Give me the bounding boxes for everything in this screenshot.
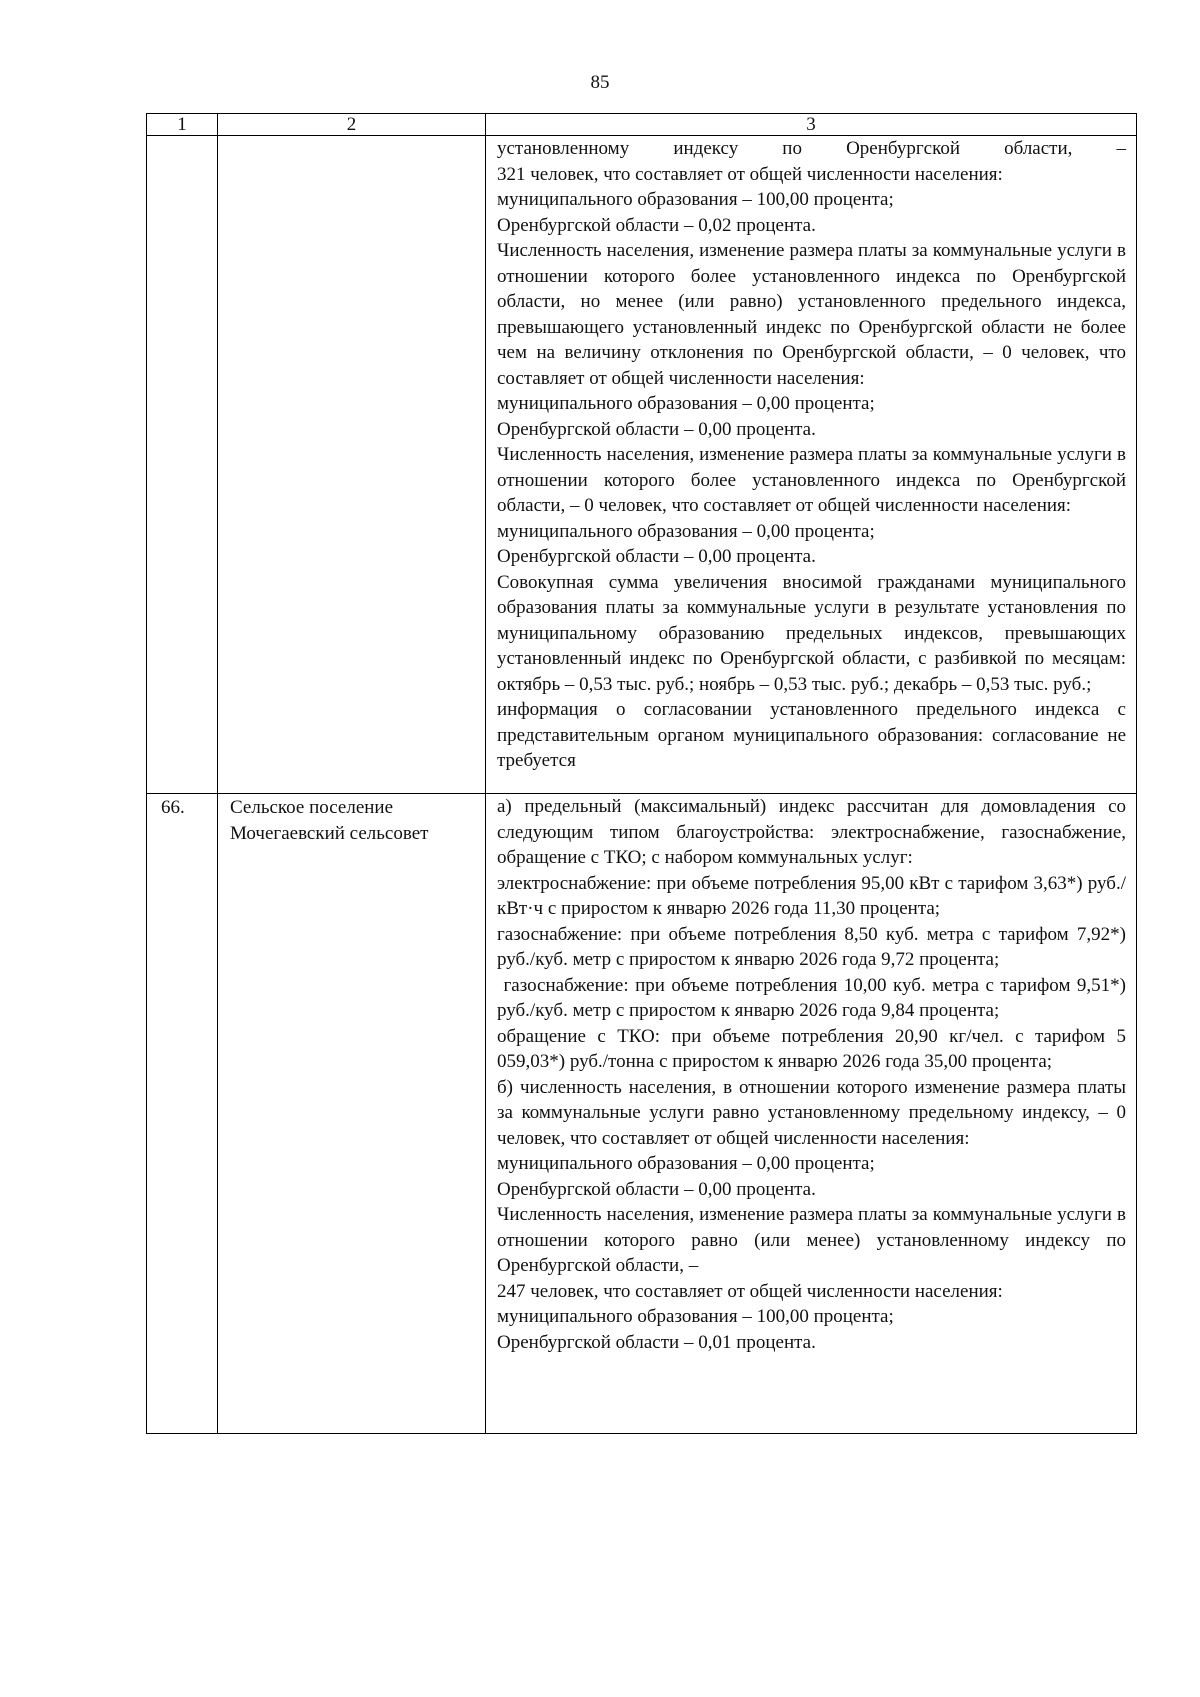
paragraph: муниципального образования – 100,00 процента; — [497, 1306, 894, 1327]
paragraph: а) предельный (максимальный) индекс рассчитан для домовладения со следующим типом благоустройства: электроснабжение, газоснабжение, обращение с ТКО; с набором коммунальных услуг: — [497, 796, 1126, 868]
row-description-cell — [486, 794, 1137, 1434]
paragraph: Оренбургской области – 0,00 процента. — [497, 546, 816, 567]
paragraph: газоснабжение: при объеме потребления 10,00 куб. метра с тарифом 9,51*) руб./куб. метр с приростом к январю 2026 года 9,84 процента; — [497, 974, 1131, 1021]
paragraph: установленному индексу по Оренбургской области, – — [497, 138, 1126, 159]
paragraph: Оренбургской области – 0,00 процента. — [497, 1178, 816, 1200]
paragraph: муниципального образования – 0,00 процента; — [497, 393, 875, 414]
page-number: 85 — [590, 72, 610, 93]
settlement-name: Мочегаевский сельсовет — [230, 822, 429, 844]
settlement-type: Сельское поселение — [230, 797, 394, 818]
paragraph: Оренбургской области – 0,00 процента. — [497, 418, 816, 440]
paragraph: б) численность населения, в отношении которого изменение размера платы за коммунальные услуги равно установленному предельному индексу, – 0 человек, что составляет от общей численности населения: — [497, 1076, 1126, 1149]
header-col-1: 1 — [147, 114, 218, 136]
header-col-2: 2 — [218, 114, 486, 136]
row-number-cell: 66. — [147, 794, 218, 1434]
header-col-3: 3 — [486, 114, 1137, 136]
paragraph: Численность населения, изменение размера платы за коммунальные услуги в отношении которого равно (или менее) установленному индексу по Оренбургской области, – — [497, 1204, 1126, 1276]
paragraph: Оренбургской области – 0,01 процента. — [497, 1331, 816, 1353]
paragraph: электроснабжение: при объеме потребления 95,00 кВт с тарифом 3,63*) руб./кВт·ч с приростом к январю 2026 года 11,30 процента; — [497, 872, 1126, 919]
paragraph: муниципального образования – 0,00 процента; — [497, 520, 875, 542]
paragraph: 247 человек, что составляет от общей численности населения: — [497, 1280, 1003, 1302]
table-row-continuation — [147, 136, 1137, 794]
row-name-cell — [218, 136, 486, 794]
paragraph: газоснабжение: при объеме потребления 8,50 куб. метра с тарифом 7,92*) руб./куб. метр с приростом к январю 2026 года 9,72 процента; — [497, 923, 1126, 970]
data-table — [146, 113, 1137, 1434]
table-row-66 — [147, 794, 1137, 1434]
paragraph: Совокупная сумма увеличения вносимой гражданами муниципального образования платы за коммунальные услуги в результате установления по муниципальному образованию предельных индексов, превышающих установленный индекс по Оренбургской области, с разбивкой по месяцам: октябрь – 0,53 тыс. руб.; ноябрь – 0,53 тыс. руб.; декабрь – 0,53 тыс. руб.; — [497, 571, 1126, 695]
row-name-cell — [218, 794, 486, 1434]
table-header-row — [147, 114, 1137, 136]
paragraph: Численность населения, изменение размера платы за коммунальные услуги в отношении которого более установленного индекса по Оренбургской области, – 0 человек, что составляет от общей численности населения: — [497, 444, 1126, 516]
row-description-cell — [486, 136, 1137, 794]
paragraph: информация о согласовании установленного предельного индекса с представительным органом муниципального образования: согласование не требуется — [497, 699, 1126, 771]
paragraph: Численность населения, изменение размера платы за коммунальные услуги в отношении которого более установленного индекса по Оренбургской области, но менее (или равно) установленного предельного индекса, превышающего установленный индекс по Оренбургской области не более чем на величину отклонения по Оренбургской области, – 0 человек, что составляет от общей численности населения: — [497, 240, 1126, 389]
paragraph: муниципального образования – 0,00 процента; — [497, 1153, 875, 1174]
paragraph: 321 человек, что составляет от общей численности населения: — [497, 163, 1003, 185]
paragraph: муниципального образования – 100,00 процента; — [497, 189, 894, 210]
row-number-cell — [147, 136, 218, 794]
paragraph: Оренбургской области – 0,02 процента. — [497, 214, 816, 236]
paragraph: обращение с ТКО: при объеме потребления 20,90 кг/чел. с тарифом 5 059,03*) руб./тонна с приростом к январю 2026 года 35,00 процента; — [497, 1025, 1126, 1072]
